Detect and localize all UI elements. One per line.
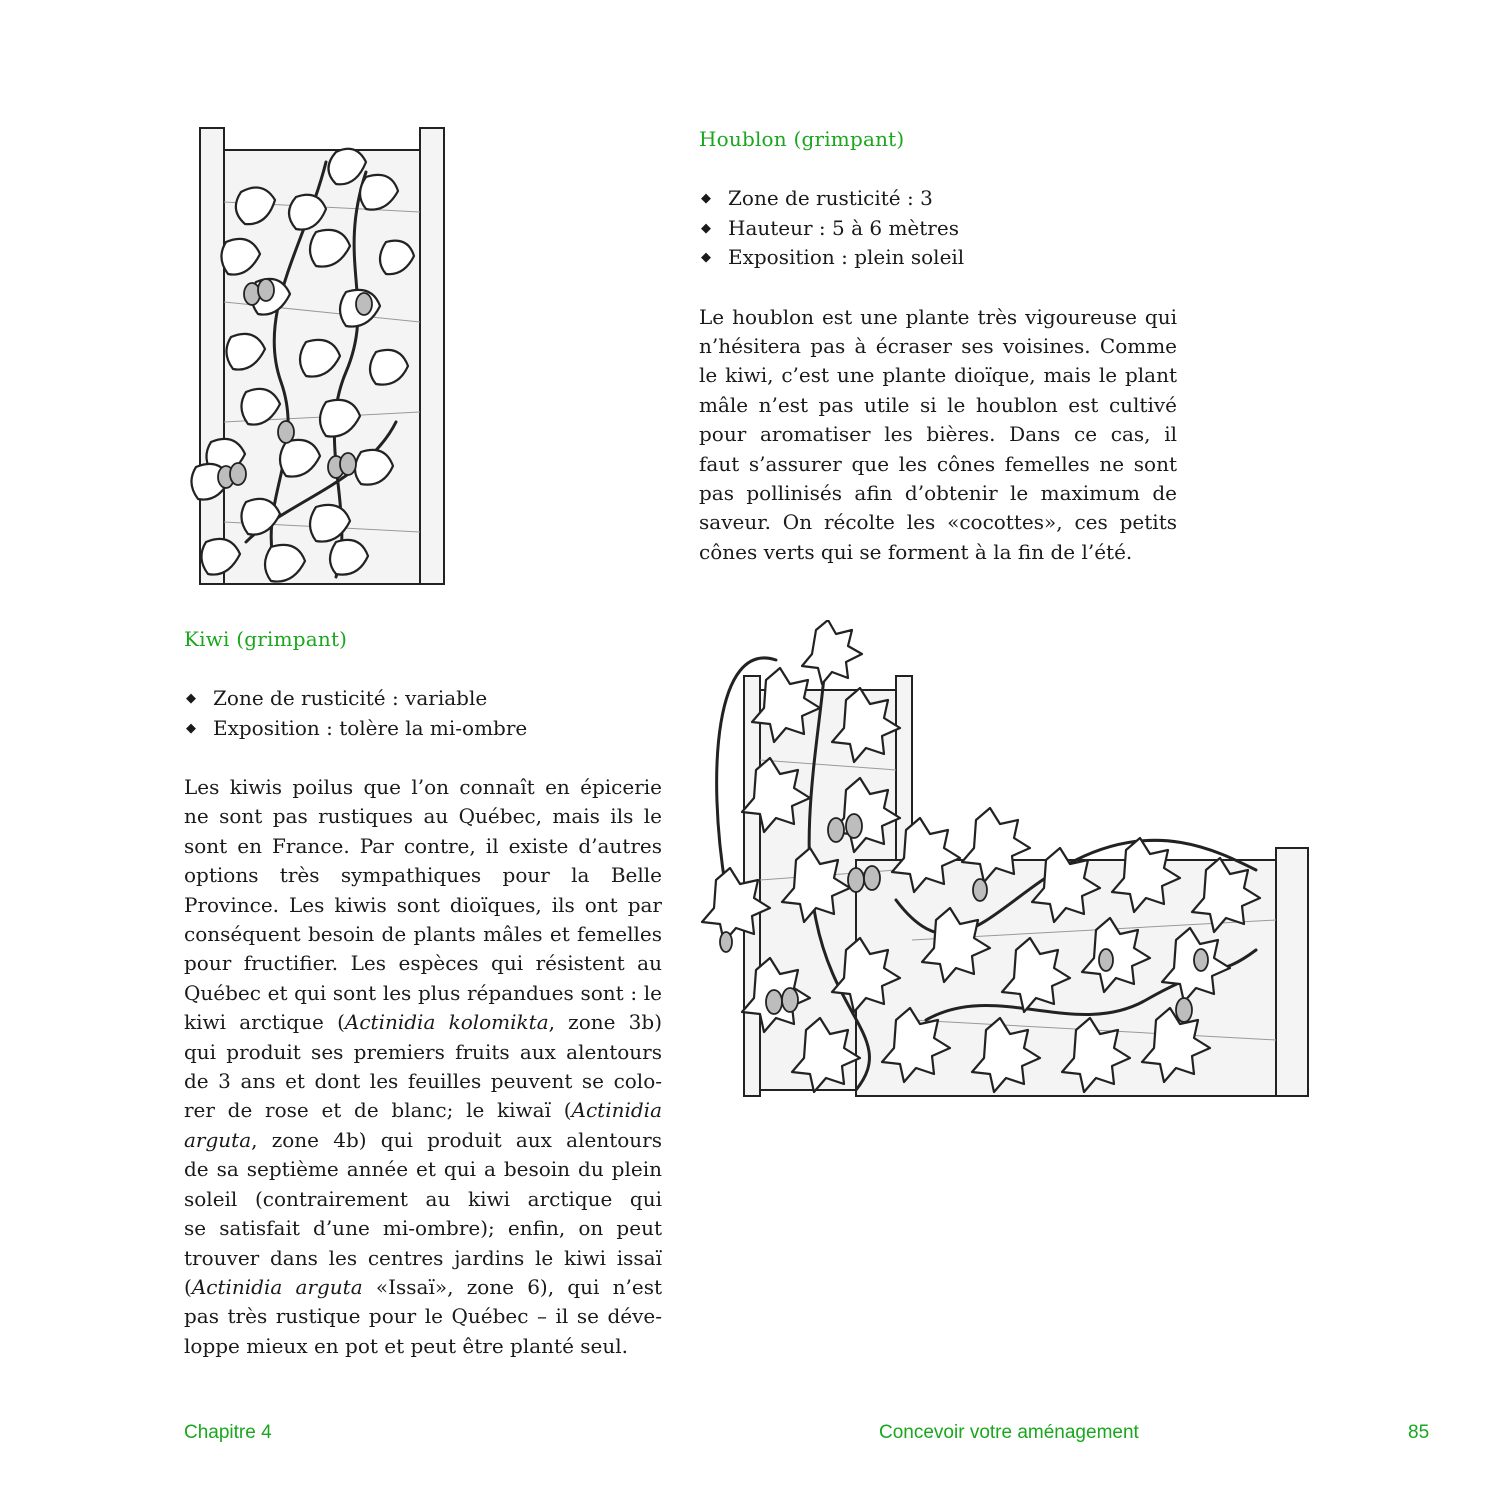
hop-paragraph-line: saveur. On récolte les «cocottes», ces petits — [699, 510, 1177, 535]
bullet-icon: ◆ — [186, 720, 196, 736]
kiwi-paragraph — [184, 773, 662, 1361]
kiwi-paragraph-line: de sa septième année et qui a besoin du plein — [184, 1157, 662, 1182]
hop-paragraph-line: pour aromatiser les bières. Dans ce cas, il — [699, 422, 1177, 447]
kiwi-bullet-item: ◆ Zone de rusticité : variable — [184, 684, 662, 714]
species-name: Actinidia arguta — [191, 1274, 363, 1299]
hop-paragraph-line: n’hésitera pas à écraser ses voisines. Comme — [699, 333, 1177, 358]
kiwi-paragraph-line: ne sont pas rustiques au Québec, mais ils le — [184, 804, 662, 829]
kiwi-paragraph-line: sont en France. Par contre, il existe d’autres — [184, 833, 662, 858]
species-name: Actinidia — [571, 1098, 662, 1123]
kiwi-paragraph-line: loppe mieux en pot et peut être planté seul. — [184, 1333, 629, 1358]
bullet-icon: ◆ — [701, 250, 711, 265]
kiwi-trellis-illustration — [186, 122, 452, 588]
footer-section-title: Concevoir votre aménagement — [879, 1422, 1139, 1443]
kiwi-paragraph-line: pour fructifier. Les espèces qui résistent au — [184, 951, 662, 976]
species-name: Actinidia kolomikta — [344, 1010, 549, 1035]
kiwi-heading: Kiwi (grimpant) — [184, 627, 348, 651]
kiwi-bullet-list — [184, 684, 662, 743]
kiwi-paragraph-line: kiwi arctique (Actinidia kolomikta, zone 3b) — [184, 1010, 663, 1035]
kiwi-paragraph-line: Les kiwis poilus que l’on connaît en épicerie — [184, 775, 662, 799]
kiwi-paragraph-line: trouver dans les centres jardins le kiwi issaï — [184, 1245, 662, 1270]
hop-paragraph-line: Le houblon est une plante très vigoureuse qui — [699, 304, 1177, 329]
kiwi-paragraph-line: qui produit ses premiers fruits aux alentours — [184, 1039, 662, 1064]
bullet-icon: ◆ — [701, 220, 711, 236]
kiwi-paragraph-line: (Actinidia arguta «Issaï», zone 6), qui n’est — [184, 1274, 663, 1299]
hop-bullet-list — [699, 184, 1177, 273]
kiwi-paragraph-line: Québec et qui sont les plus répandues sont : le — [184, 980, 662, 1005]
kiwi-section — [184, 627, 662, 1361]
page-number: 85 — [1408, 1422, 1430, 1443]
kiwi-paragraph-line: se satisfait d’une mi-ombre); enfin, on peut — [184, 1216, 662, 1241]
species-name: arguta — [184, 1127, 252, 1152]
bullet-icon: ◆ — [701, 191, 711, 206]
hop-heading: Houblon (grimpant) — [699, 127, 905, 151]
hop-bullet-item: ◆ Exposition : plein soleil — [699, 243, 1177, 273]
kiwi-paragraph-line: options très sympathiques pour la Belle — [184, 863, 662, 888]
hop-paragraph-line: pas pollinisés afin d’obtenir le maximum de — [699, 480, 1177, 505]
hop-paragraph-line: le kiwi, c’est une plante dioïque, mais le plant — [699, 363, 1177, 388]
bullet-icon: ◆ — [186, 691, 196, 706]
hop-bullet-item: ◆ Zone de rusticité : 3 — [699, 184, 1177, 214]
kiwi-paragraph-line: pas très rustique pour le Québec – il se déve- — [184, 1304, 662, 1329]
kiwi-paragraph-line: conséquent besoin de plants mâles et femelles — [184, 922, 662, 947]
hop-paragraph-line: faut s’assurer que les cônes femelles ne sont — [699, 451, 1177, 476]
kiwi-paragraph-line: de 3 ans et dont les feuilles peuvent se colo- — [184, 1069, 662, 1094]
hop-bullet-item: ◆ Hauteur : 5 à 6 mètres — [699, 214, 1177, 244]
hop-paragraph — [699, 303, 1177, 568]
hop-paragraph-line: cônes verts qui se forment à la fin de l’été. — [699, 539, 1133, 564]
kiwi-paragraph-line: rer de rose et de blanc; le kiwaï (Actinidia — [184, 1098, 662, 1123]
footer-chapter: Chapitre 4 — [184, 1422, 272, 1443]
kiwi-paragraph-line: soleil (contrairement au kiwi arctique qui — [184, 1186, 662, 1211]
hop-section — [699, 127, 1177, 567]
hop-paragraph-line: mâle n’est pas utile si le houblon est cultivé — [699, 392, 1177, 417]
kiwi-paragraph-line: arguta, zone 4b) qui produit aux alentours — [184, 1127, 662, 1152]
kiwi-bullet-item: ◆ Exposition : tolère la mi-ombre — [184, 714, 662, 744]
kiwi-paragraph-line: Province. Les kiwis sont dioïques, ils ont par — [184, 892, 662, 917]
hop-bed-illustration — [696, 620, 1314, 1106]
